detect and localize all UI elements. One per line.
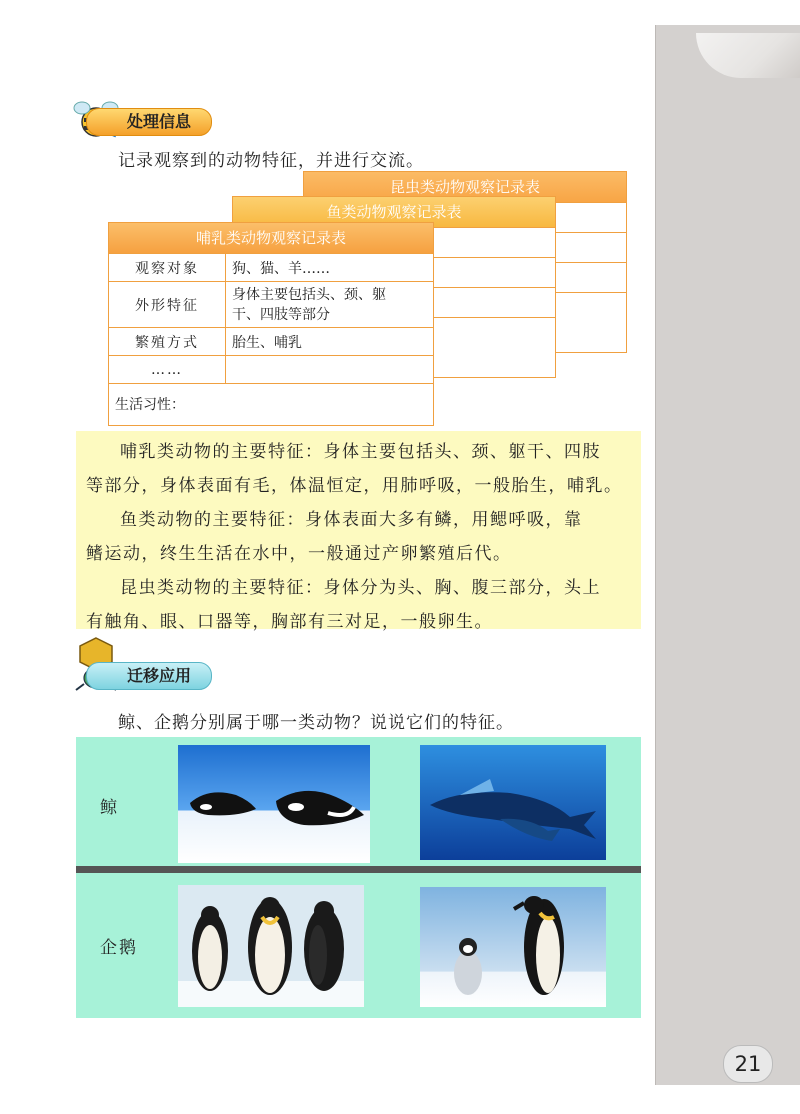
table-row (109, 254, 433, 282)
mammal-record-table (109, 253, 433, 424)
fish-summary-line2: 鳍运动，终生生活在水中，一般通过产卵繁殖后代。 (86, 544, 512, 564)
row-value: 胎生、哺乳 (226, 328, 434, 356)
mammal-table-title: 哺乳类动物观察记录表 (109, 223, 433, 253)
section-divider (76, 866, 641, 873)
summary-box (76, 431, 641, 632)
row-value: 狗、猫、羊…… (226, 254, 434, 282)
row-value-line2: 干、四肢等部分 (232, 306, 330, 323)
insect-summary-line1: 昆虫类动物的主要特征：身体分为头、胸、腹三部分，头上 (120, 578, 601, 598)
mammal-record-card (108, 222, 434, 426)
penguin-box (76, 873, 641, 1018)
fish-summary-line1: 鱼类动物的主要特征：身体表面大多有鳞，用鳃呼吸，靠 (120, 510, 583, 530)
row-key: 外形特征 (109, 282, 226, 328)
table-row (109, 282, 433, 328)
mammal-summary-line1: 哺乳类动物的主要特征：身体主要包括头、颈、躯干、四肢 (120, 442, 601, 462)
insect-table-title: 昆虫类动物观察记录表 (304, 172, 626, 202)
row-key: …… (109, 356, 226, 384)
question-text: 鲸、企鹅分别属于哪一类动物？说说它们的特征。 (118, 713, 514, 733)
section-title-apply: 迁移应用 (86, 662, 212, 690)
orca-photo (178, 745, 370, 863)
humpback-whale-photo (420, 745, 606, 860)
insect-summary-line2: 有触角、眼、口器等，胸部有三对足，一般卵生。 (86, 612, 493, 632)
table-row (109, 328, 433, 356)
page-curl (696, 33, 800, 78)
section-title-process-info: 处理信息 (86, 108, 212, 136)
whale-box (76, 737, 641, 867)
next-page-edge (655, 25, 800, 1085)
emperor-penguins-photo (178, 885, 364, 1007)
row-value-line1: 身体主要包括头、颈、躯 (232, 286, 386, 303)
row-key: 繁殖方式 (109, 328, 226, 356)
row-key: 观察对象 (109, 254, 226, 282)
table-row (109, 356, 433, 384)
whale-label: 鲸 (100, 798, 119, 818)
penguin-with-chick-photo (420, 887, 606, 1007)
page-number: 21 (723, 1045, 773, 1083)
table-row (109, 384, 433, 424)
penguin-label: 企鹅 (100, 938, 138, 958)
intro-text: 记录观察到的动物特征，并进行交流。 (118, 151, 424, 171)
fish-table-title: 鱼类动物观察记录表 (233, 197, 555, 227)
row-value (226, 356, 434, 384)
habits-label: 生活习性： (109, 384, 433, 424)
mammal-summary-line2: 等部分，身体表面有毛，体温恒定，用肺呼吸，一般胎生，哺乳。 (86, 476, 623, 496)
